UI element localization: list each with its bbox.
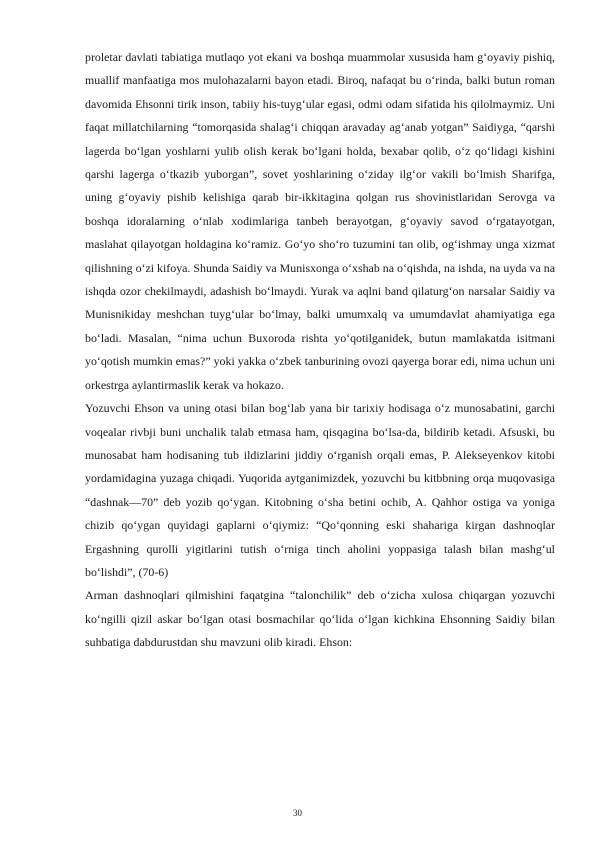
paragraph-3: Arman dashnoqlari qilmishini faqatgina “talonchilik” deb o‘zicha xulosa chiqargan yozuvchi ko‘ngilli qizil askar bo‘lgan otasi bosmachilar qo‘lida o‘lgan kichkina Ehsonning Saidiy bilan suhbatiga dabdurustdan shu mavzuni olib kiradi. Ehson: — [85, 588, 555, 650]
paragraph-2: Yozuvchi Ehson va uning otasi bilan bog‘lab yana bir tarixiy hodisaga o‘z munosabatini, garchi voqealar rivbji buni unchalik talab etmasa ham, qisqagina bo‘lsa-da, bildirib ketadi. Afsuski, bu munosabat ham hodisaning tub ildizlarini jiddiy o‘rganish orqali emas, P. Alekseyenkov kitobi yordamidagina yuzaga chiqadi. Yuqorida aytganimizdek, yozuvchi bu kitbbning orqa muqovasiga “dashnak—70” deb yozib qo‘ygan. Kitobning o‘sha betini ochib, A. Qahhor ostiga va yoniga chizib qo‘ygan quyidagi gaplarni o‘qiymiz: “Qo‘qonning eski shahariga kirgan dashnoqlar Ergashning qurolli yigitlarini tutish o‘rniga tinch aholini yoppasiga talash bilan mashg‘ul bo‘lishdi”, (70-6) — [85, 401, 555, 579]
document-body — [85, 46, 555, 655]
paragraph-1: proletar davlati tabiatiga mutlaqo yot ekani va boshqa muammolar xususida ham g‘oyaviy pishiq, muallif manfaatiga mos mulohazalarni bayon etadi. Biroq, nafaqat bu o‘rinda, balki butun roman davomida Ehsonni tirik inson, tabiiy his-tuyg‘ular egasi, odmi odam sifatida his qilolmaymiz. Uni faqat millatchilarning “tomorqasida shalag‘i chiqqan aravaday ag‘anab yotgan” Saidiyga, “qarshi lagerda bo‘lgan yoshlarni yulib olish kerak bo‘lgani holda, bexabar qolib, o‘z qo‘lidagi kishini qarshi lagerga o‘tkazib yuborgan”, sovet yoshlarining o‘ziday ilg‘or vakili bo‘lmish Sharifga, uning g‘oyaviy pishib kelishiga qarab bir-ikkitagina qolgan rus shovinistlaridan Serovga va boshqa idoralarning o‘nlab xodimlariga tanbeh berayotgan, g‘oyaviy savod o‘rgatayotgan, maslahat qilayotgan holdagina ko‘ramiz. Go‘yo sho‘ro tuzumini tan olib, og‘ishmay unga xizmat qilishning o‘zi kifoya. Shunda Saidiy va Munisxonga o‘xshab na o‘qishda, na ishda, na uyda va na ishqda ozor chekilmaydi, adashish bo‘lmaydi. Yurak va aqlni band qilaturg‘on narsalar Saidiy va Munisnikiday meshchan tuyg‘ular bo‘lmay, balki umumxalq va umumdavlat ahamiyatiga ega bo‘ladi. Masalan, “nima uchun Buxoroda rishta yo‘qotilganidek, butun mamlakatda isitmani yo‘qotish mumkin emas?” yoki yakka o‘zbek tanburining ovozi qayerga borar edi, nima uchun uni orkestrga aylantirmaslik kerak va hokazo. — [85, 50, 555, 392]
page-number: 30 — [293, 808, 302, 818]
